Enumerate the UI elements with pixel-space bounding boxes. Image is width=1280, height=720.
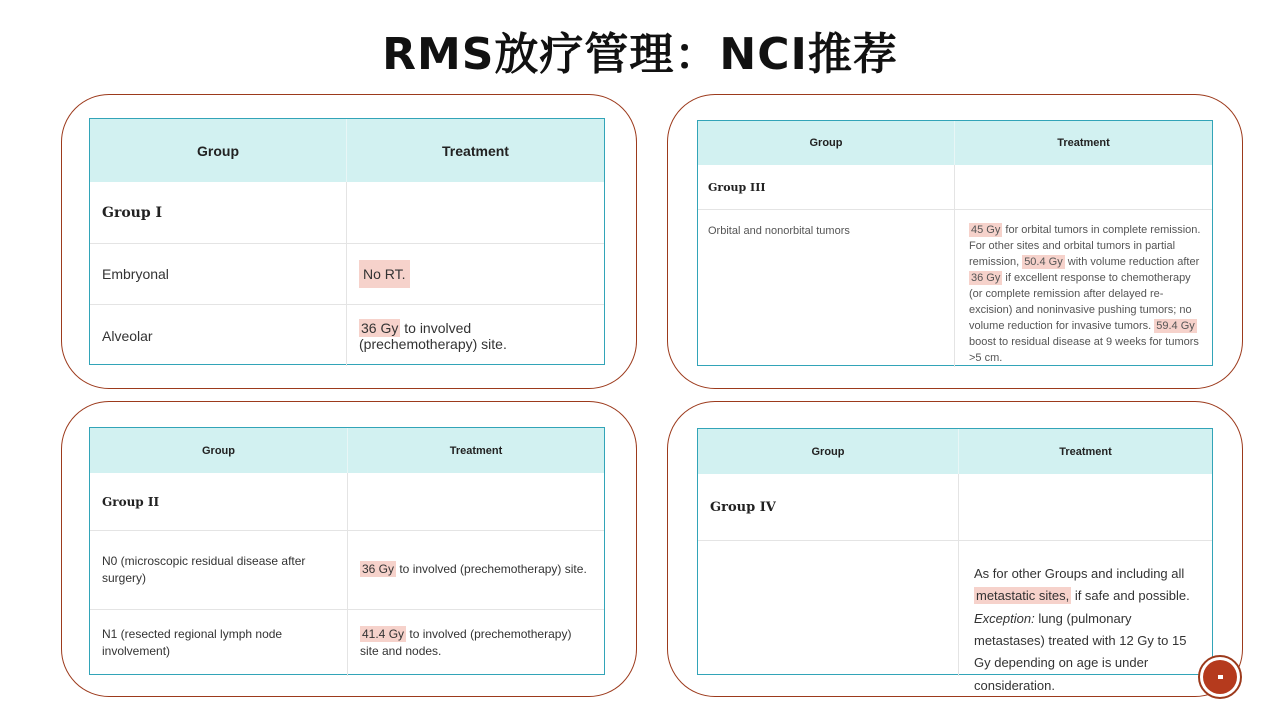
header-treatment: Treatment bbox=[449, 444, 503, 457]
site-highlight: metastatic sites, bbox=[976, 588, 1070, 604]
header-group: Group bbox=[90, 428, 348, 473]
table-group-i bbox=[89, 118, 605, 365]
exception-label: Exception: bbox=[974, 610, 1035, 626]
table-header bbox=[90, 428, 604, 473]
group-label: Group IV bbox=[698, 474, 959, 540]
table-row bbox=[698, 474, 1212, 541]
slide-title: RMS放疗管理：NCI推荐 bbox=[382, 29, 898, 80]
dose-highlight: No RT. bbox=[359, 260, 410, 288]
row-group: N1 (resected regional lymph node involvement) bbox=[90, 610, 348, 676]
dose-highlight: 36 Gy bbox=[362, 562, 395, 577]
header-treatment: Treatment bbox=[1059, 445, 1112, 458]
dose-highlight: 36 Gy bbox=[361, 319, 399, 336]
row-treatment: 41.4 Gy to involved (prechemotherapy) site and nodes. bbox=[360, 626, 572, 658]
dose-highlight: 59.4 Gy bbox=[1156, 319, 1195, 332]
group-label: Group I bbox=[90, 182, 347, 243]
corner-badge-icon bbox=[1198, 655, 1242, 699]
row-group: Embryonal bbox=[90, 244, 347, 304]
table-row bbox=[698, 210, 1212, 367]
table-group-ii bbox=[89, 427, 605, 675]
dose-highlight: 41.4 Gy bbox=[362, 626, 405, 641]
header-treatment: Treatment bbox=[1057, 137, 1110, 149]
row-treatment: As for other Groups and including all metastatic sites, if safe and possible. Exception: lung (pulmonary metastases) treated with 12 Gy to 15 Gy depending on age is under consideration. bbox=[974, 566, 1190, 693]
table-row bbox=[90, 305, 604, 366]
table-group-iv bbox=[697, 428, 1213, 693]
header-treatment: Treatment bbox=[442, 142, 509, 159]
row-treatment: 36 Gy to involved (prechemotherapy) site. bbox=[359, 319, 507, 352]
header-group: Group bbox=[698, 121, 955, 165]
table-row bbox=[90, 182, 604, 244]
table-row bbox=[90, 610, 604, 676]
table-row bbox=[698, 541, 1212, 693]
row-treatment: 45 Gy for orbital tumors in complete remission. For other sites and orbital tumors in partial remission, 50.4 Gy with volume reduction after 36 Gy if excellent response to chemotherapy (or complete remission after delayed re-excision) and noninvasive pushing tumors; no volume reduction for invasive tumors. 59.4 Gy boost to residual disease at 9 weeks for tumors >5 cm. bbox=[969, 224, 1201, 364]
header-group: Group bbox=[698, 429, 959, 474]
row-treatment: 36 Gy to involved (prechemotherapy) site. bbox=[362, 562, 587, 577]
row-group: Orbital and nonorbital tumors bbox=[698, 210, 955, 367]
table-row bbox=[698, 165, 1212, 210]
row-treatment bbox=[347, 244, 604, 304]
table-row bbox=[90, 244, 604, 305]
dose-highlight: 45 Gy bbox=[971, 224, 1001, 236]
table-row bbox=[90, 531, 604, 610]
table-header bbox=[698, 429, 1212, 474]
group-label: Group III bbox=[698, 165, 955, 209]
dose-highlight: 36 Gy bbox=[971, 271, 1001, 284]
table-group-iii bbox=[697, 120, 1213, 366]
header-group: Group bbox=[90, 119, 347, 182]
group-label: Group II bbox=[90, 473, 348, 530]
row-group: Alveolar bbox=[90, 305, 347, 366]
table-header bbox=[698, 121, 1212, 165]
dose-highlight: 50.4 Gy bbox=[1024, 255, 1063, 268]
table-row bbox=[90, 473, 604, 531]
table-header bbox=[90, 119, 604, 182]
row-group: N0 (microscopic residual disease after surgery) bbox=[90, 531, 348, 609]
